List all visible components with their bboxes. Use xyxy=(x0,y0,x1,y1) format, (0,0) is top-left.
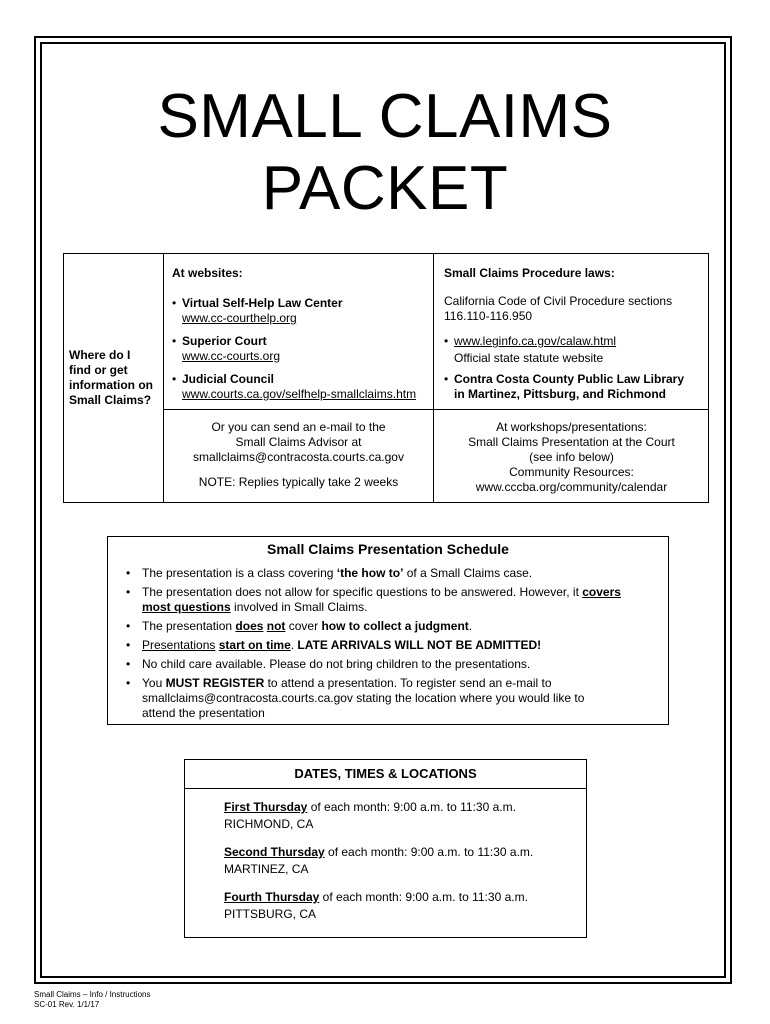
page-title-line2: PACKET xyxy=(261,154,509,223)
website-link[interactable]: www.cc-courts.org xyxy=(182,349,281,363)
list-item: • You MUST REGISTER to attend a presentation. To register send an e-mail to smallclaims@contracosta.courts.ca.gov stating the location where you would like to attend the presentation xyxy=(126,676,656,721)
meeting-city: RICHMOND, CA xyxy=(224,817,314,831)
bullet-icon: • xyxy=(444,372,449,386)
reply-note: NOTE: Replies typically take 2 weeks xyxy=(198,475,399,489)
presentation-schedule-box xyxy=(107,536,669,725)
meeting-day: Fourth Thursday xyxy=(224,890,320,904)
list-item: • Presentations start on time. LATE ARRIVALS WILL NOT BE ADMITTED! xyxy=(126,638,656,653)
leginfo-link[interactable]: www.leginfo.ca.gov/calaw.html xyxy=(454,334,617,348)
info-table xyxy=(63,253,709,503)
advisor-email: smallclaims@contracosta.courts.ca.gov xyxy=(193,450,404,464)
community-calendar-link: www.cccba.org/community/calendar xyxy=(475,480,668,494)
meeting-day: Second Thursday xyxy=(224,845,325,859)
schedule-title: Small Claims Presentation Schedule xyxy=(267,541,509,557)
dates-title: DATES, TIMES & LOCATIONS xyxy=(294,766,477,781)
row-label: Where do I find or get information on Small Claims? xyxy=(69,348,153,407)
library-locations: in Martinez, Pittsburg, and Richmond xyxy=(454,387,667,401)
list-item: First Thursday of each month: 9:00 a.m. to 11:30 a.m. RICHMOND, CA xyxy=(224,800,516,831)
list-item: Fourth Thursday of each month: 9:00 a.m. to 11:30 a.m. PITTSBURG, CA xyxy=(224,890,528,921)
meeting-city: MARTINEZ, CA xyxy=(224,862,309,876)
page-title-line1: SMALL CLAIMS xyxy=(157,82,613,151)
laws-heading: Small Claims Procedure laws: xyxy=(444,266,615,280)
dates-box xyxy=(184,759,587,938)
list-item: • The presentation does not allow for specific questions to be answered. However, it covers most questions involved in Small Claims. xyxy=(126,585,656,615)
bullet-icon: • xyxy=(444,334,449,348)
form-revision: SC-01 Rev. 1/1/17 xyxy=(34,1000,100,1009)
code-reference: California Code of Civil Procedure sections 116.110-116.950 xyxy=(444,294,673,323)
form-footer: Small Claims – Info / Instructions SC-01 Rev. 1/1/17 xyxy=(34,990,151,1009)
table-divider xyxy=(163,409,708,410)
list-item: Second Thursday of each month: 9:00 a.m. to 11:30 a.m. MARTINEZ, CA xyxy=(224,845,534,876)
meeting-day: First Thursday xyxy=(224,800,308,814)
library-name: Contra Costa County Public Law Library xyxy=(454,372,685,386)
email-info: Or you can send an e-mail to the Small Claims Advisor at smallclaims@contracosta.courts.ca.gov NOTE: Replies typically take 2 weeks xyxy=(164,420,433,490)
website-link[interactable]: www.courts.ca.gov/selfhelp-smallclaims.htm xyxy=(182,387,417,401)
divider xyxy=(185,788,586,789)
website-name: Virtual Self-Help Law Center xyxy=(182,296,343,310)
website-link[interactable]: www.cc-courthelp.org xyxy=(182,311,297,325)
bullet-icon: • xyxy=(172,372,177,386)
list-item: • The presentation does not cover how to collect a judgment. xyxy=(126,619,656,634)
list-item: • The presentation is a class covering ‘the how to’ of a Small Claims case. xyxy=(126,566,656,581)
bullet-icon: • xyxy=(172,296,177,310)
schedule-list xyxy=(126,566,656,725)
workshops-info: At workshops/presentations: Small Claims Presentation at the Court (see info below) Community Resources: www.cccba.org/community/calendar xyxy=(434,420,709,495)
website-name: Judicial Council xyxy=(182,372,275,386)
leginfo-description: Official state statute website xyxy=(454,351,604,365)
bullet-icon: • xyxy=(172,334,177,348)
list-item: • No child care available. Please do not bring children to the presentations. xyxy=(126,657,656,672)
websites-heading: At websites: xyxy=(172,266,243,280)
website-name: Superior Court xyxy=(182,334,267,348)
meeting-city: PITTSBURG, CA xyxy=(224,907,317,921)
